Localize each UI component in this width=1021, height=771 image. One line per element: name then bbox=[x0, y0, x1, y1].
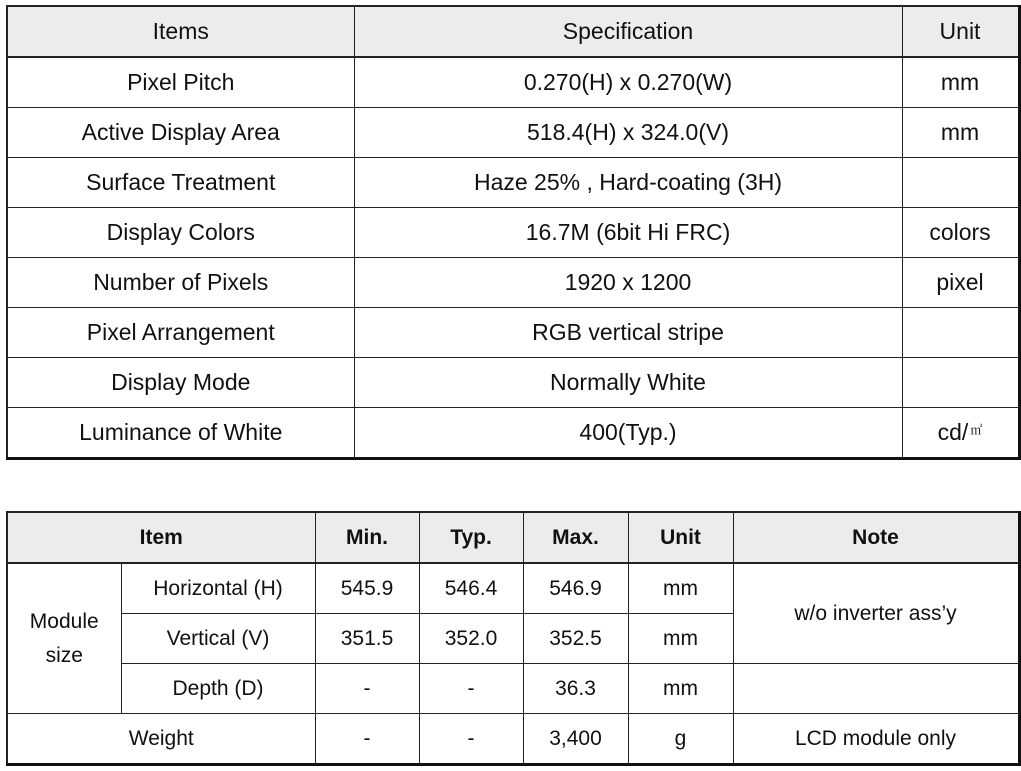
header-min: Min. bbox=[315, 512, 419, 563]
spec-item: Display Colors bbox=[7, 208, 354, 258]
spec-row-number-of-pixels bbox=[7, 258, 1019, 308]
weight-max: 3,400 bbox=[523, 714, 628, 765]
spec-item: Pixel Pitch bbox=[7, 57, 354, 108]
spec-unit: colors bbox=[902, 208, 1019, 258]
header-unit: Unit bbox=[902, 6, 1019, 57]
weight-min: - bbox=[315, 714, 419, 765]
dim-max: 546.9 bbox=[523, 563, 628, 614]
header-typ: Typ. bbox=[419, 512, 523, 563]
spec-value: RGB vertical stripe bbox=[354, 308, 902, 358]
spec-value: Haze 25% , Hard-coating (3H) bbox=[354, 158, 902, 208]
dim-row-horizontal bbox=[7, 563, 1019, 614]
spec-item: Surface Treatment bbox=[7, 158, 354, 208]
dim-max: 36.3 bbox=[523, 664, 628, 714]
dim-row-depth bbox=[7, 664, 1019, 714]
dim-max: 352.5 bbox=[523, 614, 628, 664]
module-size-label bbox=[7, 563, 121, 714]
spec-item: Active Display Area bbox=[7, 108, 354, 158]
luminance-unit-text: cd/ bbox=[937, 419, 969, 445]
luminance-unit-superscript: ㎡ bbox=[970, 423, 983, 437]
header-specification: Specification bbox=[354, 6, 902, 57]
spec-unit: mm bbox=[902, 108, 1019, 158]
dimension-header-row bbox=[7, 512, 1019, 563]
spec-row-pixel-arrangement bbox=[7, 308, 1019, 358]
dim-min: - bbox=[315, 664, 419, 714]
spec-value: 0.270(H) x 0.270(W) bbox=[354, 57, 902, 108]
header-max: Max. bbox=[523, 512, 628, 563]
dim-typ: - bbox=[419, 664, 523, 714]
spec-item: Display Mode bbox=[7, 358, 354, 408]
header-item: Item bbox=[7, 512, 315, 563]
spec-unit bbox=[902, 408, 1019, 459]
dim-unit: mm bbox=[628, 614, 733, 664]
spec-value: 518.4(H) x 324.0(V) bbox=[354, 108, 902, 158]
spec-row-luminance-of-white bbox=[7, 408, 1019, 459]
dim-typ: 352.0 bbox=[419, 614, 523, 664]
dim-name: Horizontal (H) bbox=[121, 563, 315, 614]
header-unit: Unit bbox=[628, 512, 733, 563]
dim-min: 545.9 bbox=[315, 563, 419, 614]
dim-name: Depth (D) bbox=[121, 664, 315, 714]
spec-value: 400(Typ.) bbox=[354, 408, 902, 459]
dim-note-depth bbox=[733, 664, 1019, 714]
dim-unit: mm bbox=[628, 664, 733, 714]
dim-row-weight bbox=[7, 714, 1019, 765]
dim-min: 351.5 bbox=[315, 614, 419, 664]
spec-value: Normally White bbox=[354, 358, 902, 408]
module-size-label-line2: size bbox=[45, 643, 83, 667]
spec-unit: mm bbox=[902, 57, 1019, 108]
spec-item: Luminance of White bbox=[7, 408, 354, 459]
dim-name: Vertical (V) bbox=[121, 614, 315, 664]
spec-value: 1920 x 1200 bbox=[354, 258, 902, 308]
weight-unit: g bbox=[628, 714, 733, 765]
header-items: Items bbox=[7, 6, 354, 57]
weight-note: LCD module only bbox=[733, 714, 1019, 765]
spec-table bbox=[6, 5, 1021, 460]
spec-row-display-mode bbox=[7, 358, 1019, 408]
dim-unit: mm bbox=[628, 563, 733, 614]
spec-row-display-colors bbox=[7, 208, 1019, 258]
dim-note-hv: w/o inverter ass’y bbox=[733, 563, 1019, 664]
weight-typ: - bbox=[419, 714, 523, 765]
spec-unit: pixel bbox=[902, 258, 1019, 308]
dim-typ: 546.4 bbox=[419, 563, 523, 614]
spec-unit bbox=[902, 158, 1019, 208]
spec-item: Number of Pixels bbox=[7, 258, 354, 308]
spec-row-pixel-pitch bbox=[7, 57, 1019, 108]
header-note: Note bbox=[733, 512, 1019, 563]
weight-label: Weight bbox=[7, 714, 315, 765]
spec-item: Pixel Arrangement bbox=[7, 308, 354, 358]
spec-header-row bbox=[7, 6, 1019, 57]
spec-unit bbox=[902, 308, 1019, 358]
dimension-table bbox=[6, 511, 1021, 766]
spec-row-surface-treatment bbox=[7, 158, 1019, 208]
spec-unit bbox=[902, 358, 1019, 408]
spec-row-active-display-area bbox=[7, 108, 1019, 158]
module-size-label-line1: Module bbox=[29, 609, 99, 633]
spec-value: 16.7M (6bit Hi FRC) bbox=[354, 208, 902, 258]
